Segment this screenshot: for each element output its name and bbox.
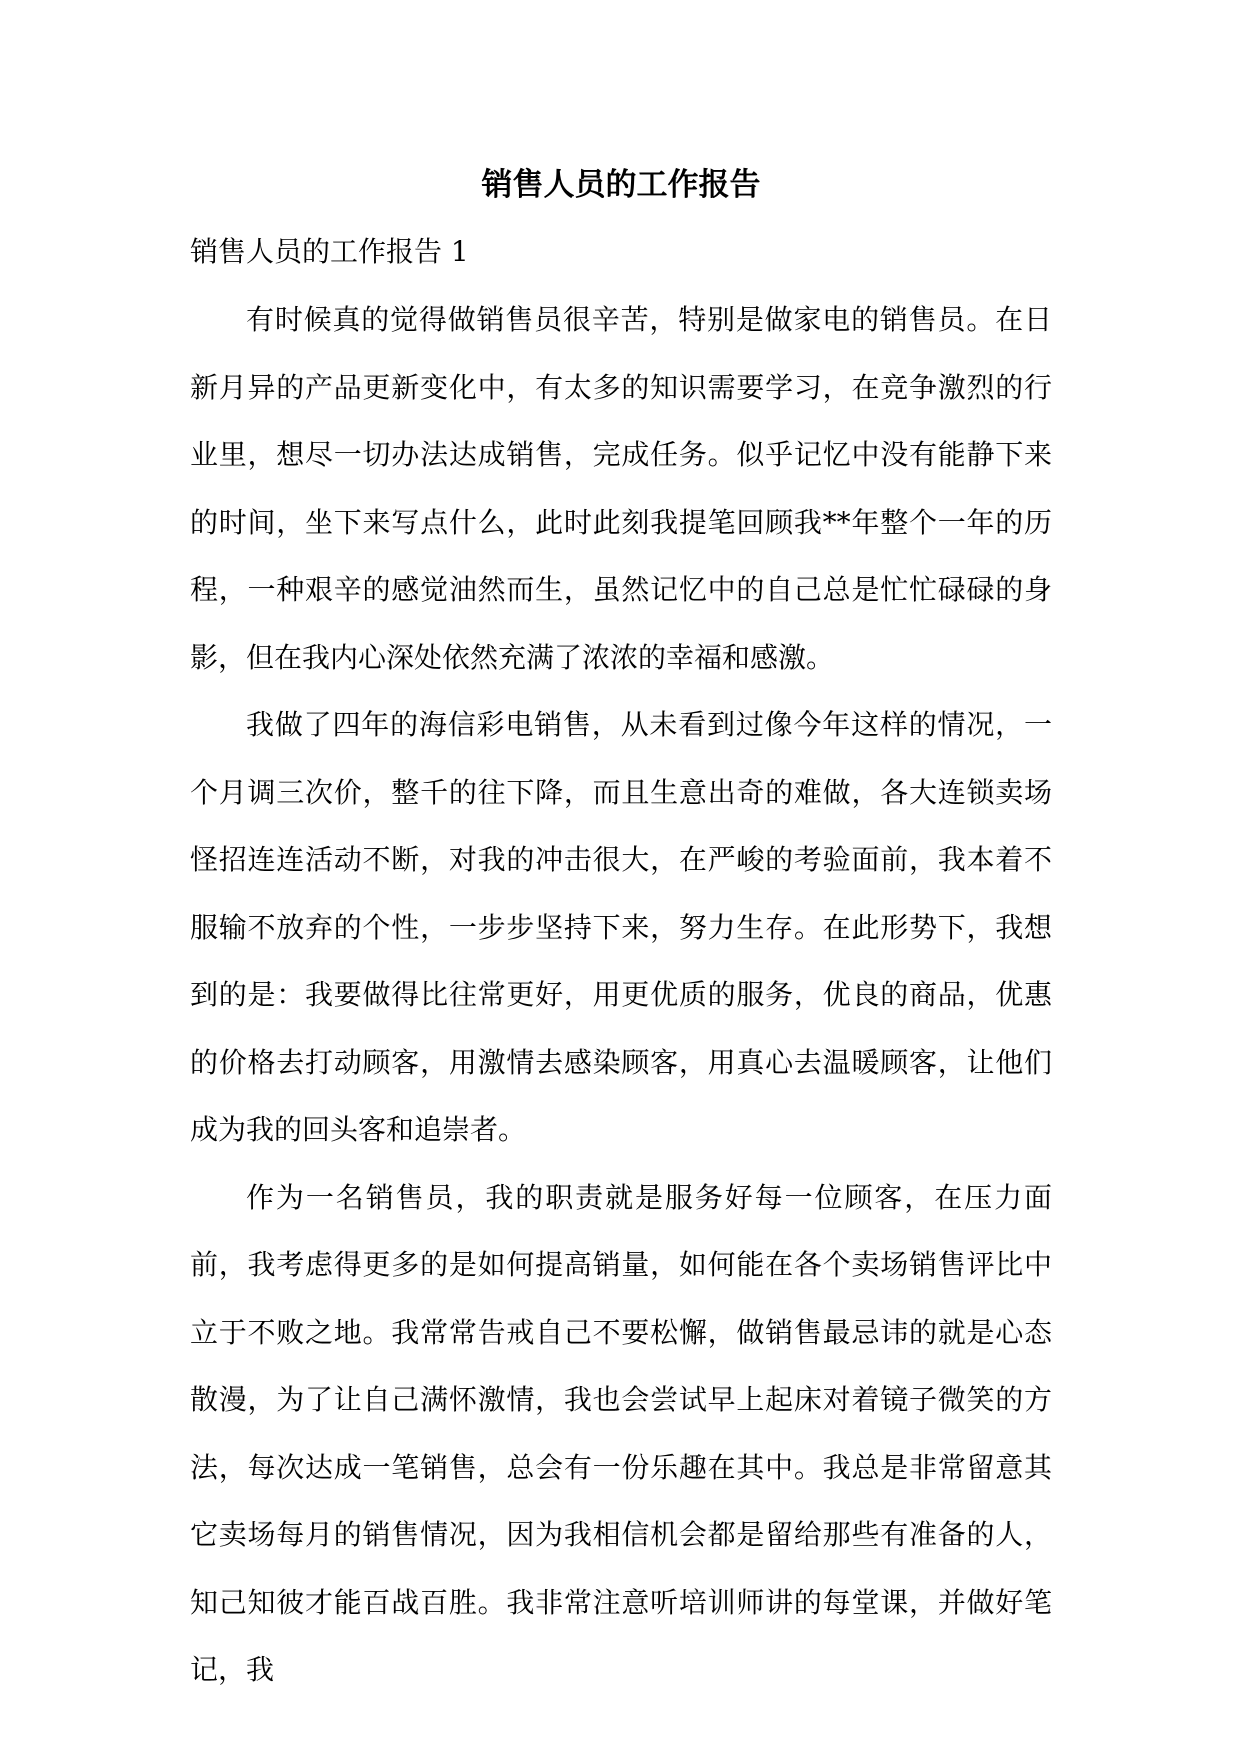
document-title: 销售人员的工作报告 (481, 167, 761, 203)
document-body (190, 150, 1052, 1704)
paragraph-2: 我做了四年的海信彩电销售，从未看到过像今年这样的情况，一个月调三次价，整千的往下降，而且生意出奇的难做，各大连锁卖场怪招连连活动不断，对我的冲击很大，在严峻的考验面前，我本着不服输不放弃的个性，一步步坚持下来，努力生存。在此形势下，我想到的是：我要做得比往常更好，用更优质的服务，优良的商品，优惠的价格去打动顾客，用激情去感染顾客，用真心去温暖顾客，让他们成为我的回头客和追崇者。 (190, 708, 1052, 1146)
section-heading: 销售人员的工作报告 1 (190, 235, 469, 268)
paragraph-3: 作为一名销售员，我的职责就是服务好每一位顾客，在压力面前，我考虑得更多的是如何提高销量，如何能在各个卖场销售评比中立于不败之地。我常常告戒自己不要松懈，做销售最忌讳的就是心态散漫，为了让自己满怀激情，我也会尝试早上起床对着镜子微笑的方法，每次达成一笔销售，总会有一份乐趣在其中。我总是非常留意其它卖场每月的销售情况，因为我相信机会都是留给那些有准备的人，知己知彼才能百战百胜。我非常注意听培训师讲的每堂课，并做好笔记，我 (190, 1180, 1052, 1686)
paragraph-1: 有时候真的觉得做销售员很辛苦，特别是做家电的销售员。在日新月异的产品更新变化中，有太多的知识需要学习，在竞争激烈的行业里，想尽一切办法达成销售，完成任务。似乎记忆中没有能静下来的时间，坐下来写点什么，此时此刻我提笔回顾我**年整个一年的历程，一种艰辛的感觉油然而生，虽然记忆中的自己总是忙忙碌碌的身影，但在我内心深处依然充满了浓浓的幸福和感激。 (190, 303, 1052, 674)
